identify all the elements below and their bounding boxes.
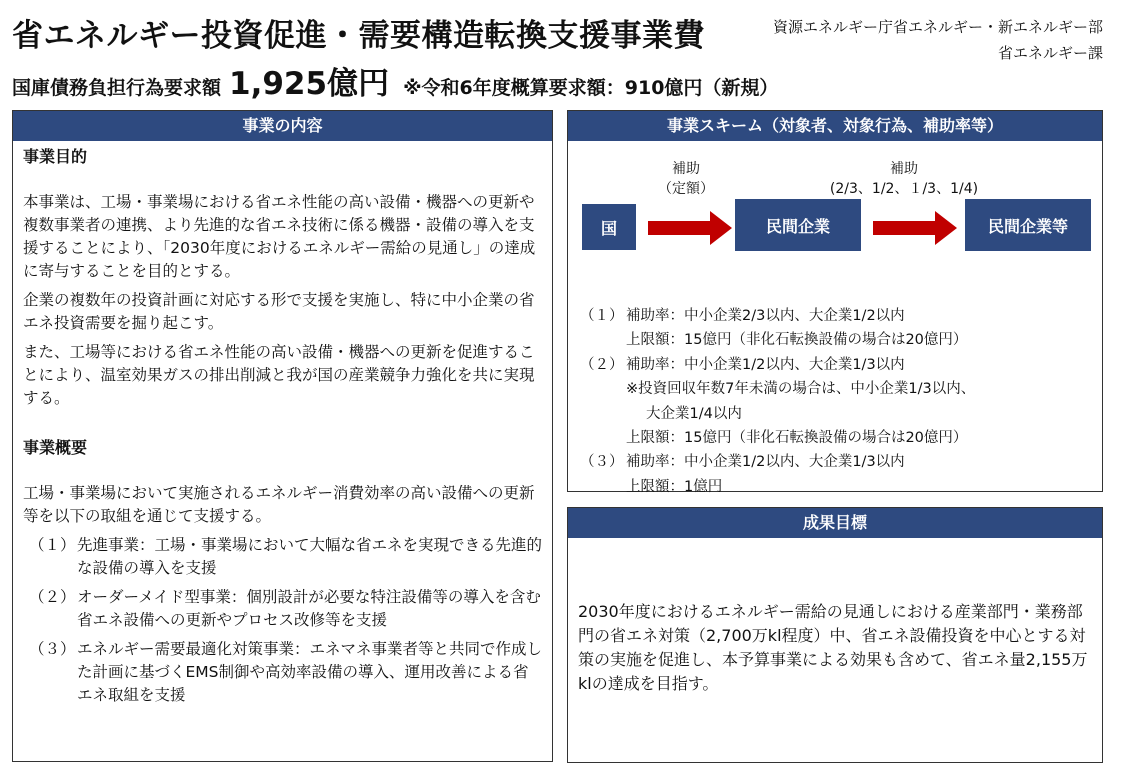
purpose-paragraph: 本事業は、工場・事業場における省エネ性能の高い設備・機器への更新や複数事業者の連携、より先進的な省エネ技術に係る機器・設備の導入を支援することにより、「2030年度におけるエネルギー需給の見通し」の達成に寄与することを目的とする。: [23, 193, 536, 280]
box-private-companies-etc: 民間企業等: [965, 199, 1091, 251]
arrow-1-label-sub: （定額）: [658, 181, 714, 197]
subsidy-rates: [580, 304, 975, 499]
overview-item: [23, 638, 542, 707]
overview-item: [23, 586, 542, 632]
overview-item-number: （１）: [29, 536, 76, 554]
rate-text: 補助率：中小企業2/3以内、大企業1/2以内: [626, 308, 905, 324]
department-line-1: 資源エネルギー庁省エネルギー・新エネルギー部: [772, 18, 1103, 36]
purpose-paragraph: また、工場等における省エネ性能の高い設備・機器への更新を促進することにより、温室効果ガスの排出削減と我が国の産業競争力強化を共に実現する。: [23, 343, 535, 407]
rate-text: 補助率：中小企業1/2以内、大企業1/3以内: [626, 454, 905, 471]
limit-text: 上限額：1億円: [626, 478, 723, 495]
scheme-panel: [567, 110, 1103, 495]
rate-row: [580, 353, 975, 377]
box-private-company: 民間企業: [735, 199, 861, 251]
overview-item-number: （２）: [29, 588, 76, 606]
box-country: 国: [582, 204, 636, 250]
result-panel: [567, 507, 1103, 763]
arrow-1-label-main: 補助: [672, 161, 700, 177]
arrow-2-label-main: 補助: [890, 161, 918, 177]
arrow-right-icon: [648, 211, 732, 245]
rate-text: 補助率：中小企業1/2以内、大企業1/3以内: [626, 356, 905, 373]
rate-number: （３）: [580, 454, 624, 471]
overview-item-text: 先進事業：工場・事業場において大幅な省エネを実現できる先進的な設備の導入を支援: [77, 536, 543, 577]
content-panel: [12, 110, 553, 762]
budget-label: 国庫債務負担行為要求額: [12, 77, 222, 99]
page-title: 省エネルギー投資促進・需要構造転換支援事業費: [12, 18, 705, 54]
department: [773, 14, 1103, 66]
limit-text: 上限額：15億円（非化石転換設備の場合は20億円）: [626, 430, 968, 447]
scheme-diagram: [568, 141, 1102, 495]
arrow-2-label-sub: (2/3、1/2、１/3、1/4): [829, 181, 979, 197]
arrow-2-label: [814, 159, 994, 199]
overview-item-text: オーダーメイド型事業：個別設計が必要な特注設備等の導入を含む省エネ設備への更新やプロセス改修等を支援: [77, 588, 541, 629]
budget-note: ※令和6年度概算要求額：910億円（新規）: [403, 77, 779, 99]
budget-line: [12, 58, 778, 103]
limit-text: 上限額：15億円（非化石転換設備の場合は20億円）: [626, 332, 968, 349]
overview-item-number: （３）: [29, 640, 76, 658]
rate-number: （１）: [580, 308, 624, 324]
result-text: 2030年度におけるエネルギー需給の見通しにおける産業部門・業務部門の省エネ対策（2,700万kl程度）中、省エネ設備投資を中心とする対策の実施を促進し、本予算事業による効果も含めて、省エネ量2,155万klの達成を目指す。: [578, 602, 1088, 693]
content-panel-body: [13, 141, 552, 707]
rate-note: 大企業1/4以内: [646, 405, 742, 422]
rate-row: [580, 450, 975, 474]
budget-amount: 1,925億円: [229, 66, 390, 102]
scheme-panel-header: 事業スキーム（対象者、対象行為、補助率等）: [568, 111, 1102, 141]
arrow-1-label: [656, 159, 716, 199]
rate-number: （２）: [580, 356, 624, 373]
overview-item-text: エネルギー需要最適化対策事業：エネマネ事業者等と共同で作成した計画に基づくEMS制御や高効率設備の導入、運用改善による省エネ取組を支援: [77, 640, 543, 704]
department-line-2: 省エネルギー課: [997, 44, 1103, 62]
rate-row: [580, 304, 975, 328]
arrow-right-icon: [873, 211, 957, 245]
purpose-heading: 事業目的: [23, 147, 88, 166]
content-panel-header: 事業の内容: [13, 111, 552, 141]
result-panel-header: 成果目標: [568, 508, 1102, 538]
overview-heading: 事業概要: [23, 438, 88, 457]
overview-item: [23, 534, 542, 580]
overview-intro: 工場・事業場において実施されるエネルギー消費効率の高い設備への更新等を以下の取組を通じて支援する。: [23, 484, 535, 525]
rate-note: ※投資回収年数7年未満の場合は、中小企業1/3以内、: [626, 381, 976, 398]
purpose-paragraph: 企業の複数年の投資計画に対応する形で支援を実施し、特に中小企業の省エネ投資需要を掘り起こす。: [23, 291, 535, 332]
